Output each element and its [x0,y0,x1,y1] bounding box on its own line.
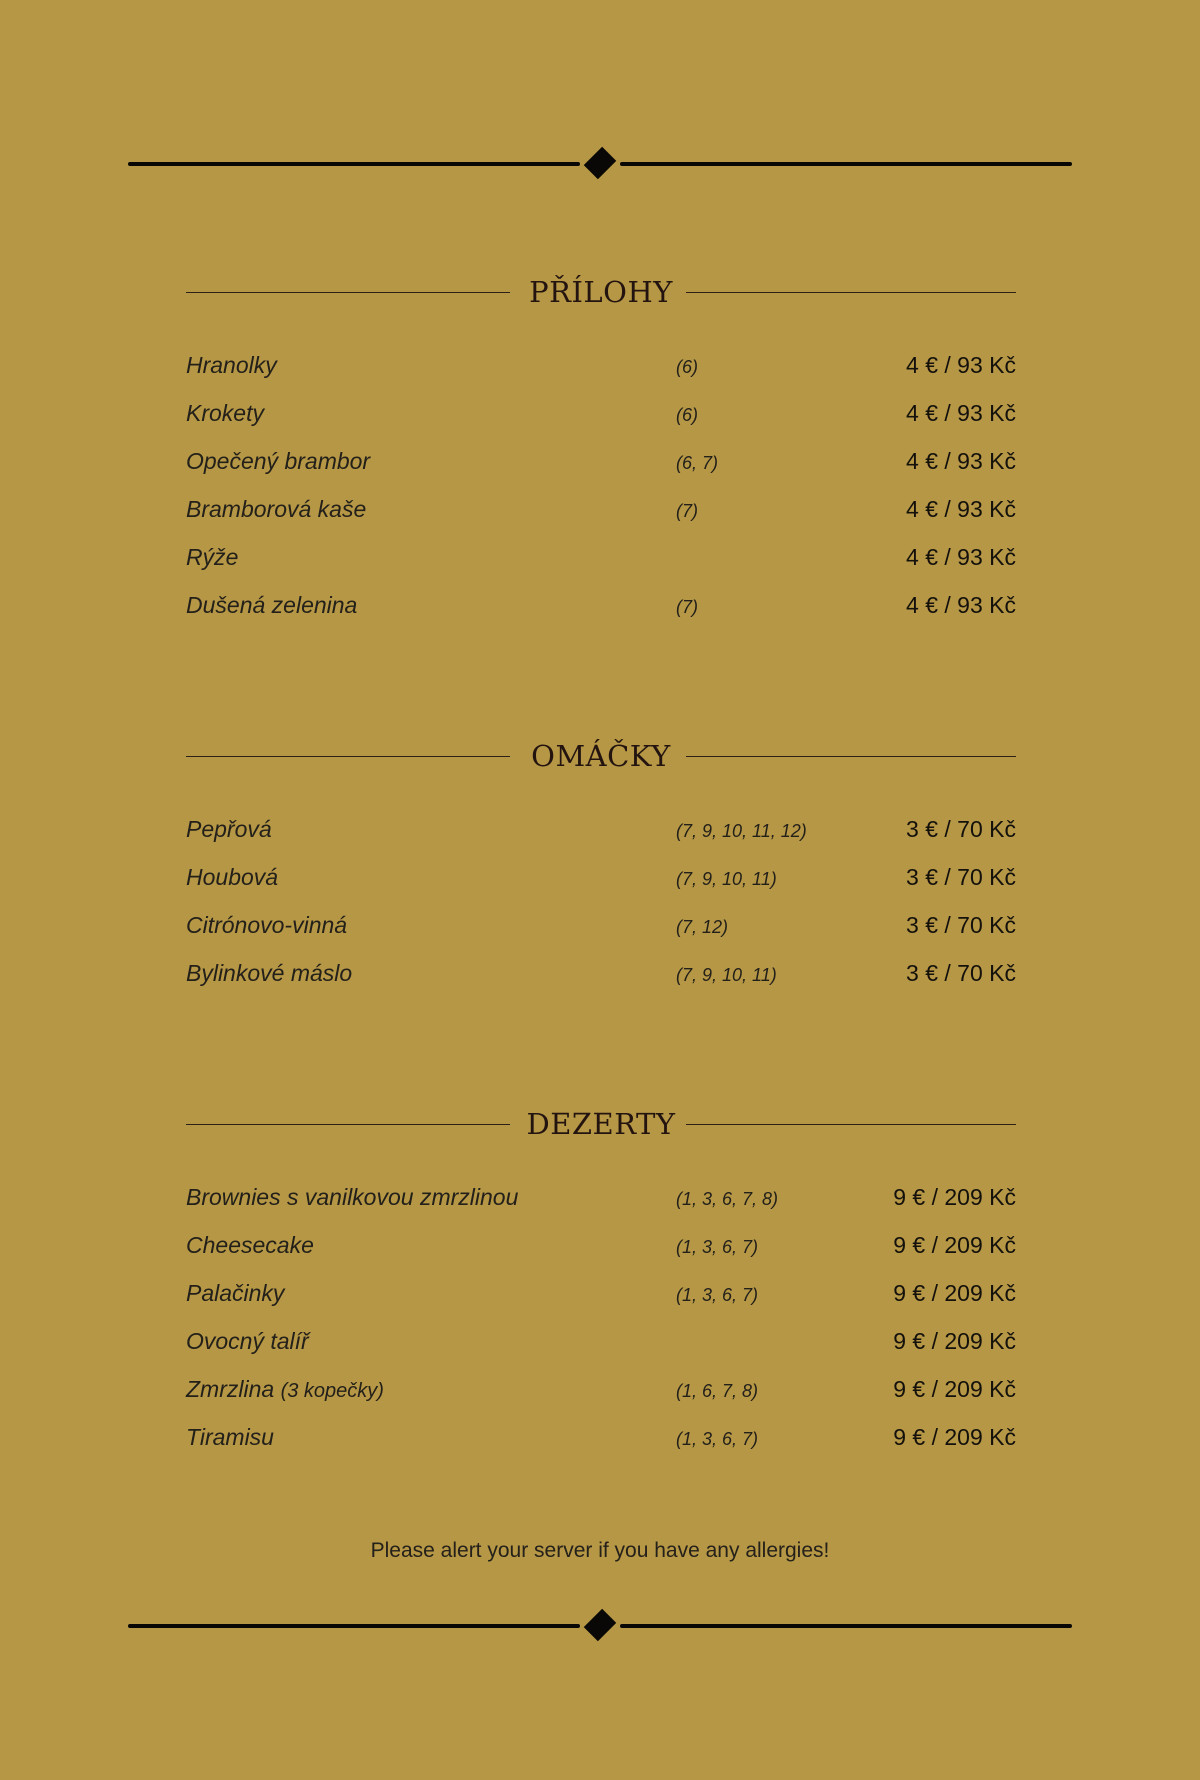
item-allergens: (1, 6, 7, 8) [676,1381,759,1401]
item-price: 9 € / 209 Kč [893,1184,1016,1210]
item-allergens: (1, 3, 6, 7) [676,1429,759,1449]
diamond-icon [584,1609,617,1642]
section-header-prilohy [186,270,1016,314]
menu-item [186,587,1016,635]
header-rule-right [686,292,1016,293]
item-name: Ovocný talíř [186,1328,309,1354]
section-header-dezerty [186,1102,1016,1146]
item-name-note: (3 kopečky) [280,1380,384,1402]
item-name: Brownies s vanilkovou zmrzlinou [186,1184,519,1210]
item-name: Krokety [186,400,264,426]
section-title: PŘÍLOHY [529,275,673,309]
bottom-ornament-divider [128,1611,1072,1641]
section-list-dezerty [186,1179,1016,1467]
header-rule-right [686,1124,1016,1125]
menu-item [186,955,1016,1003]
item-price: 9 € / 209 Kč [893,1232,1016,1258]
item-price: 3 € / 70 Kč [906,816,1016,842]
ornament-line-right [620,1624,1072,1628]
menu-item [186,859,1016,907]
item-price: 3 € / 70 Kč [906,960,1016,986]
item-name: Tiramisu [186,1424,274,1450]
item-name: Dušená zelenina [186,592,358,618]
item-allergens: (1, 3, 6, 7) [676,1285,759,1305]
menu-item [186,1371,1016,1419]
item-price: 4 € / 93 Kč [906,544,1016,570]
item-price: 9 € / 209 Kč [893,1280,1016,1306]
section-title: OMÁČKY [531,739,671,773]
ornament-line-left [128,1624,580,1628]
item-name: Hranolky [186,352,277,378]
menu-item [186,347,1016,395]
item-allergens: (7, 9, 10, 11) [676,965,777,985]
item-price: 3 € / 70 Kč [906,864,1016,890]
menu-item [186,1419,1016,1467]
ornament-line-right [620,162,1072,166]
section-title: DEZERTY [526,1107,676,1141]
item-allergens: (6) [676,357,698,377]
item-name: Cheesecake [186,1232,314,1258]
item-allergens: (6, 7) [676,453,719,473]
menu-item [186,443,1016,491]
item-price: 9 € / 209 Kč [893,1376,1016,1402]
ornament-line-left [128,162,580,166]
menu-item [186,907,1016,955]
item-name [186,1371,384,1409]
menu-item [186,811,1016,859]
item-price: 9 € / 209 Kč [893,1424,1016,1450]
item-allergens: (7, 12) [676,917,729,937]
diamond-icon [584,147,617,180]
item-allergens: (7, 9, 10, 11, 12) [676,821,807,841]
menu-item [186,1227,1016,1275]
item-allergens: (1, 3, 6, 7) [676,1237,759,1257]
item-name: Bylinkové máslo [186,960,353,986]
item-name: Citrónovo-vinná [186,912,348,938]
menu-item [186,1179,1016,1227]
menu-item [186,539,1016,587]
item-allergens: (7) [676,501,698,521]
item-price: 3 € / 70 Kč [906,912,1016,938]
item-allergens: (7, 9, 10, 11) [676,869,777,889]
item-name: Palačinky [186,1280,285,1306]
item-name: Bramborová kaše [186,496,367,522]
menu-item [186,1275,1016,1323]
top-ornament-divider [128,149,1072,179]
item-name: Houbová [186,864,279,890]
item-price: 4 € / 93 Kč [906,592,1016,618]
item-name: Opečený brambor [186,448,371,474]
section-header-omacky [186,734,1016,778]
item-name: Rýže [186,544,239,570]
item-allergens: (7) [676,597,698,617]
item-name: Pepřová [186,816,272,842]
item-price: 4 € / 93 Kč [906,352,1016,378]
item-price: 4 € / 93 Kč [906,448,1016,474]
item-allergens: (6) [676,405,698,425]
item-price: 4 € / 93 Kč [906,496,1016,522]
header-rule-right [686,756,1016,757]
menu-item [186,1323,1016,1371]
item-allergens: (1, 3, 6, 7, 8) [676,1189,779,1209]
section-list-prilohy [186,347,1016,635]
item-price: 4 € / 93 Kč [906,400,1016,426]
menu-item [186,491,1016,539]
allergy-notice: Please alert your server if you have any allergies! [370,1539,830,1562]
item-name-text: Zmrzlina [186,1376,275,1402]
item-price: 9 € / 209 Kč [893,1328,1016,1354]
menu-item [186,395,1016,443]
section-list-omacky [186,811,1016,1003]
